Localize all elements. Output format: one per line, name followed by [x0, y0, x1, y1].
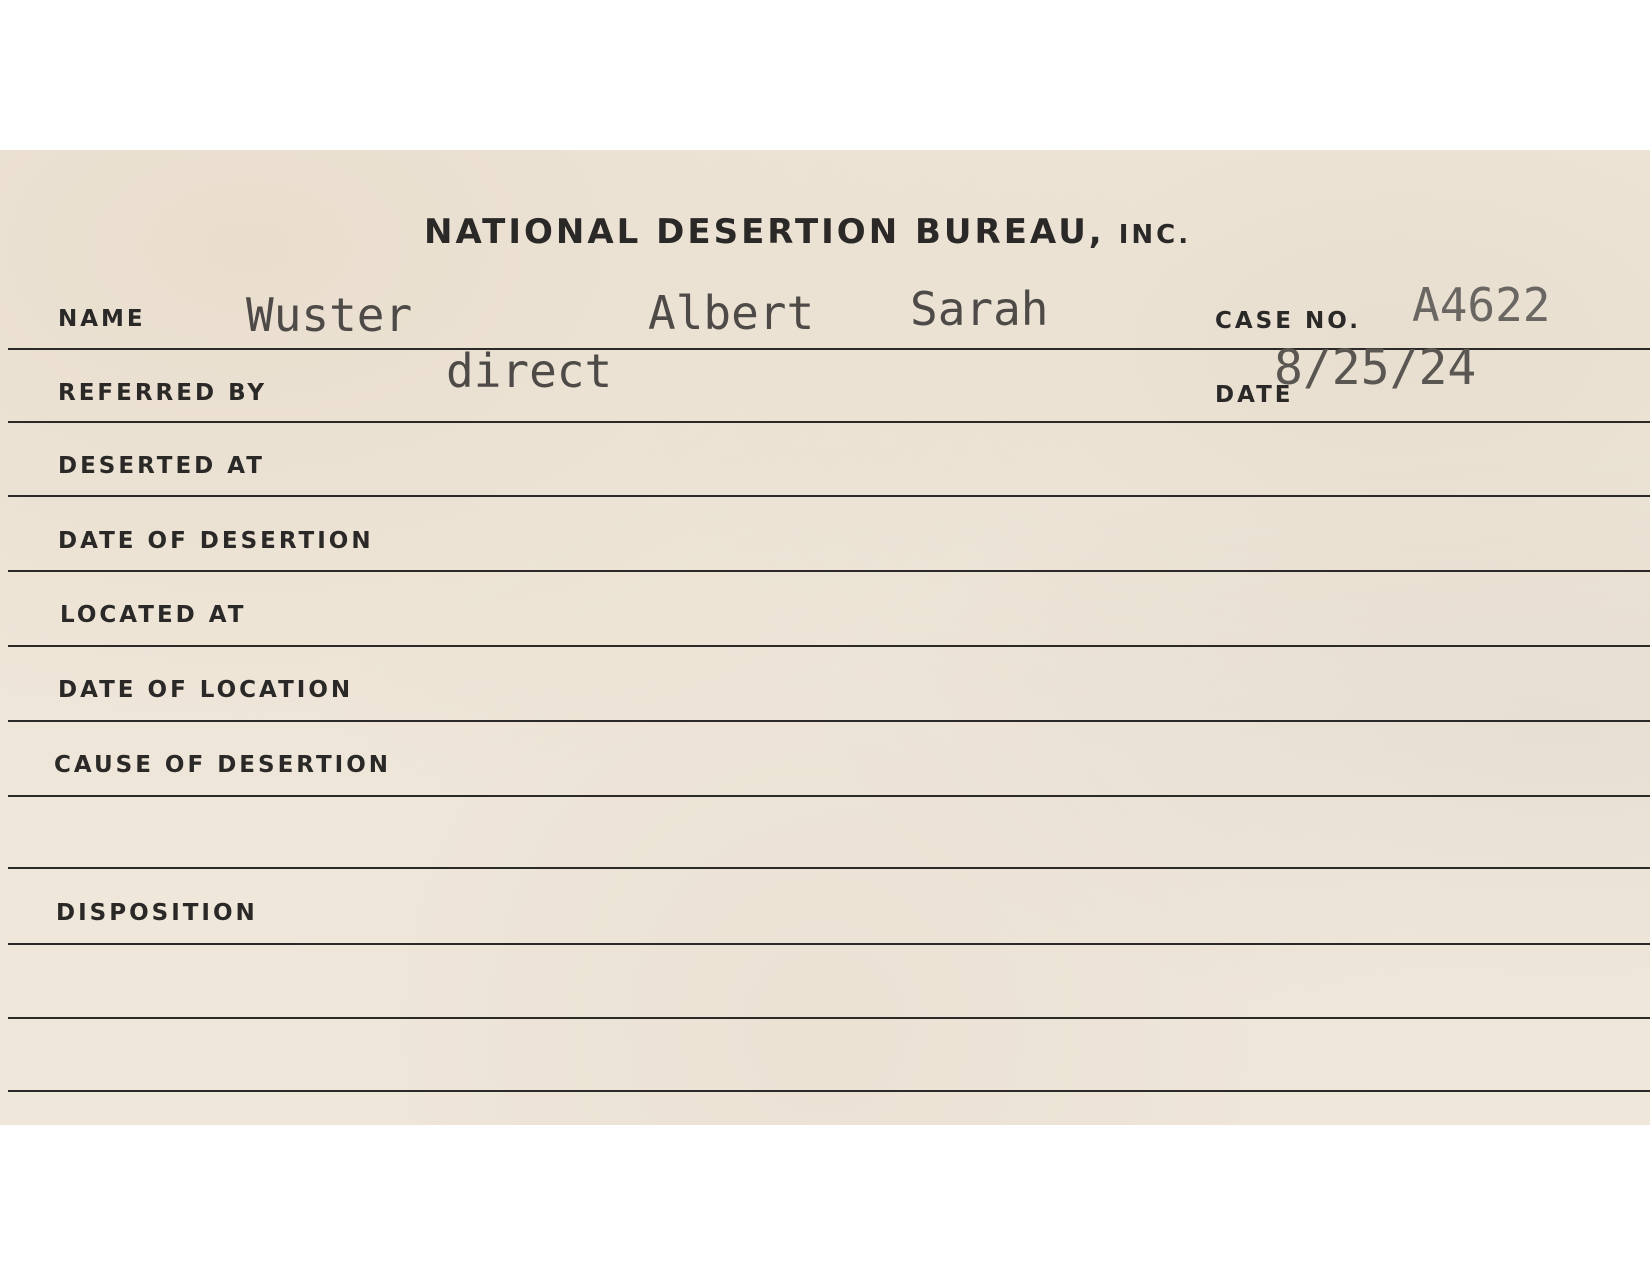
cause-of-desertion-extra-rule [8, 867, 1650, 869]
deserted-at-rule [8, 495, 1650, 497]
date-of-desertion-label: DATE OF DESERTION [58, 528, 374, 554]
disposition-extra-rule-1 [8, 1017, 1650, 1019]
date-of-desertion-rule [8, 570, 1650, 572]
disposition-label: DISPOSITION [56, 900, 258, 926]
located-at-rule [8, 645, 1650, 647]
disposition-rule [8, 943, 1650, 945]
second-name-value: Sarah [910, 282, 1049, 336]
referred-by-rule [8, 421, 1650, 423]
case-no-label: CASE NO. [1215, 308, 1361, 334]
referred-by-label: REFERRED BY [58, 380, 268, 406]
located-at-label: LOCATED AT [60, 602, 247, 628]
date-value: 8/25/24 [1274, 340, 1477, 396]
index-card [0, 150, 1650, 1125]
date-label: DATE [1215, 382, 1294, 408]
deserted-at-label: DESERTED AT [58, 453, 265, 479]
card-title-suffix: INC. [1118, 220, 1192, 250]
case-no-value: A4622 [1412, 278, 1551, 332]
card-title-main: NATIONAL DESERTION BUREAU, [424, 212, 1105, 252]
cause-of-desertion-rule [8, 795, 1650, 797]
cause-of-desertion-label: CAUSE OF DESERTION [54, 752, 392, 778]
first-name-value: Albert [648, 286, 815, 340]
name-label: NAME [58, 306, 146, 332]
date-of-location-rule [8, 720, 1650, 722]
disposition-extra-rule-2 [8, 1090, 1650, 1092]
referred-by-value: direct [446, 344, 613, 398]
surname-value: Wuster [246, 288, 413, 342]
date-of-location-label: DATE OF LOCATION [58, 677, 354, 703]
card-title [424, 212, 1191, 252]
